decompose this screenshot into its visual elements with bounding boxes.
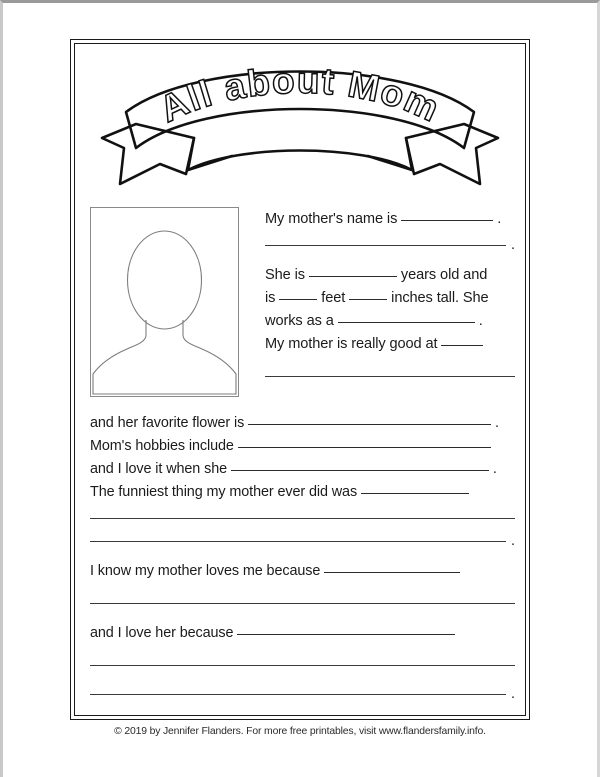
answer-line-love-her-cont-1[interactable]	[90, 650, 515, 673]
blank-favorite-flower[interactable]	[248, 411, 491, 425]
prompt-label: and her favorite flower is	[90, 415, 245, 431]
right-column-prompts	[265, 207, 515, 384]
period: .	[511, 533, 515, 549]
period: .	[495, 415, 499, 431]
prompt-label-feet: feet	[321, 290, 346, 306]
prompt-label: Mom's hobbies include	[90, 438, 234, 454]
prompt-i-love-her-because	[90, 621, 515, 644]
blank-funniest-thing[interactable]	[361, 480, 469, 494]
period: .	[511, 686, 515, 702]
prompt-funniest-thing	[90, 480, 515, 503]
prompt-good-at	[265, 332, 515, 355]
prompt-favorite-flower	[90, 411, 515, 434]
prompt-love-when-she	[90, 457, 515, 480]
prompt-label: and I love it when she	[90, 461, 227, 477]
prompt-label: She is	[265, 267, 305, 283]
blank-love-when-she[interactable]	[231, 457, 489, 471]
answer-line-good-at-cont[interactable]	[265, 361, 515, 384]
blank-mothers-name[interactable]	[401, 207, 493, 221]
blank-good-at[interactable]	[441, 332, 483, 346]
prompt-label: and I love her because	[90, 625, 234, 641]
period: .	[492, 461, 497, 477]
prompt-label: My mother is really good at	[265, 336, 438, 352]
wide-prompts-block	[90, 411, 515, 702]
head-and-shoulders-silhouette-icon	[91, 208, 238, 396]
prompt-label-tail: inches tall. She	[391, 290, 489, 306]
prompt-label: works as a	[265, 313, 334, 329]
prompt-label: The funniest thing my mother ever did was	[90, 484, 358, 500]
period: .	[511, 237, 515, 253]
blank-i-love-her-because[interactable]	[237, 621, 455, 635]
period: .	[497, 211, 502, 227]
prompt-label-tail: years old and	[400, 267, 488, 283]
prompt-label: is	[265, 290, 276, 306]
prompt-loves-me-because	[90, 559, 515, 582]
blank-age[interactable]	[309, 263, 397, 277]
banner-title-text: All about Mom	[153, 59, 447, 131]
spacer	[265, 253, 515, 263]
spacer	[90, 611, 515, 621]
answer-line-funniest-cont-1[interactable]	[90, 503, 515, 526]
prompt-hobbies	[90, 434, 515, 457]
blank-hobbies[interactable]	[238, 434, 491, 448]
period: .	[478, 313, 483, 329]
prompt-label: My mother's name is	[265, 211, 398, 227]
answer-line-love-her-cont-2[interactable]	[90, 679, 515, 702]
title-banner	[98, 52, 502, 200]
answer-line-funniest-cont-2[interactable]	[90, 526, 515, 549]
blank-occupation[interactable]	[338, 309, 475, 323]
prompt-mothers-name	[265, 207, 515, 230]
prompt-height	[265, 286, 515, 309]
prompt-label: I know my mother loves me because	[90, 563, 321, 579]
portrait-placeholder-frame	[90, 207, 239, 397]
blank-loves-me-because[interactable]	[324, 559, 460, 573]
answer-line-mothers-name-cont[interactable]	[265, 230, 515, 253]
blank-inches[interactable]	[349, 286, 387, 300]
footer-copyright: © 2019 by Jennifer Flanders. For more free printables, visit www.flandersfamily.info.	[114, 726, 486, 737]
prompt-occupation	[265, 309, 515, 332]
blank-feet[interactable]	[279, 286, 317, 300]
spacer	[90, 549, 515, 559]
answer-line-loves-me-cont[interactable]	[90, 588, 515, 611]
prompt-age	[265, 263, 515, 286]
